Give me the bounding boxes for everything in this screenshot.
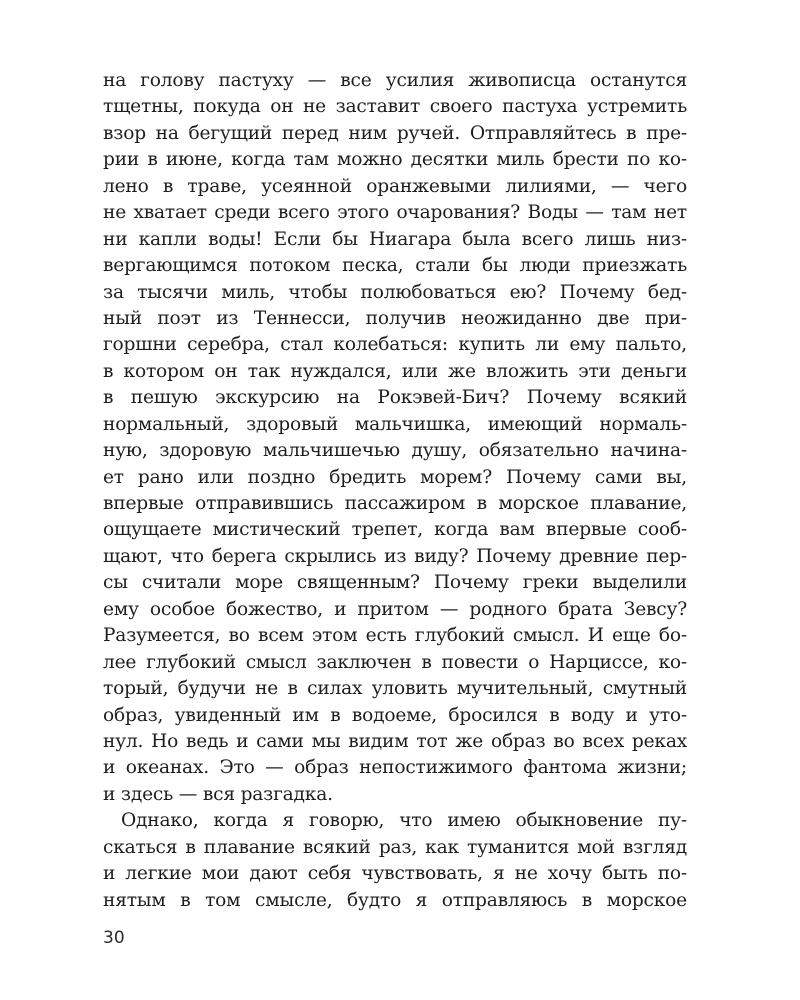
text-line: ощущаете мистический трепет, когда вам впервые сооб-	[103, 519, 687, 541]
text-line: Разумеется, во всем этом есть глубокий смысл. И еще бо-	[103, 625, 687, 647]
text-line: ную, здоровую мальчишечью душу, обязательно начина-	[103, 440, 687, 462]
text-line: щают, что берега скрылись из виду? Почему древние пер-	[103, 545, 687, 567]
text-line: скаться в плавание всякий раз, как туманится мой взгляд	[103, 836, 687, 858]
text-line: Однако, когда я говорю, что имею обыкновение пу-	[121, 810, 687, 832]
text-line: впервые отправившись пассажиром в морское плавание,	[103, 493, 687, 514]
text-line: и здесь — вся разгадка.	[103, 783, 333, 805]
text-line: в пешую экскурсию на Рокэвей-Бич? Почему всякий	[103, 387, 687, 409]
text-line: ный поэт из Теннесси, получив неожиданно две при-	[103, 307, 687, 329]
text-line: нул. Но ведь и сами мы видим тот же образ во всех реках	[103, 730, 687, 752]
text-line: лее глубокий смысл заключен в повести о Нарциссе, ко-	[103, 651, 687, 673]
text-line: не хватает среди всего этого очарования? Воды — там нет	[103, 202, 687, 224]
text-line: за тысячи миль, чтобы полюбоваться ею? Почему бед-	[103, 281, 687, 303]
text-line: в котором он так нуждался, или же вложить эти деньги	[103, 360, 687, 382]
text-line: на голову пастуху — все усилия живописца останутся	[103, 70, 687, 91]
text-line: вергающимся потоком песка, стали бы люди приезжать	[103, 255, 687, 277]
text-line: торый, будучи не в силах уловить мучительный, смутный	[103, 678, 687, 700]
text-line: ему особое божество, и притом — родного брата Зевсу?	[103, 598, 687, 620]
text-line: и легкие мои дают себя чувствовать, я не хочу быть по-	[103, 863, 687, 885]
text-line: лено в траве, усеянной оранжевыми лилиями, — чего	[103, 175, 687, 197]
text-line: нятым в том смысле, будто я отправляюсь в морское	[103, 889, 687, 911]
text-line: ет рано или поздно бредить морем? Почему сами вы,	[103, 466, 687, 488]
text-line: ни капли воды! Если бы Ниагара была всего лишь низ-	[103, 228, 687, 250]
text-line: сы считали море священным? Почему греки выделили	[103, 572, 687, 594]
text-line: образ, увиденный им в водоеме, бросился в воду и уто-	[103, 704, 687, 726]
text-line: нормальный, здоровый мальчишка, имеющий нормаль-	[103, 413, 687, 435]
text-line: горшни серебра, стал колебаться: купить ли ему пальто,	[103, 334, 687, 356]
text-line: и океанах. Это — образ непостижимого фантома жизни;	[103, 757, 687, 779]
page-number: 30	[103, 928, 125, 948]
text-line: взор на бегущий перед ним ручей. Отправляйтесь в пре-	[103, 122, 687, 144]
text-line: рии в июне, когда там можно десятки миль брести по ко-	[103, 149, 687, 171]
text-line: тщетны, покуда он не заставит своего пастуха устремить	[103, 96, 687, 118]
body-text	[103, 68, 687, 914]
